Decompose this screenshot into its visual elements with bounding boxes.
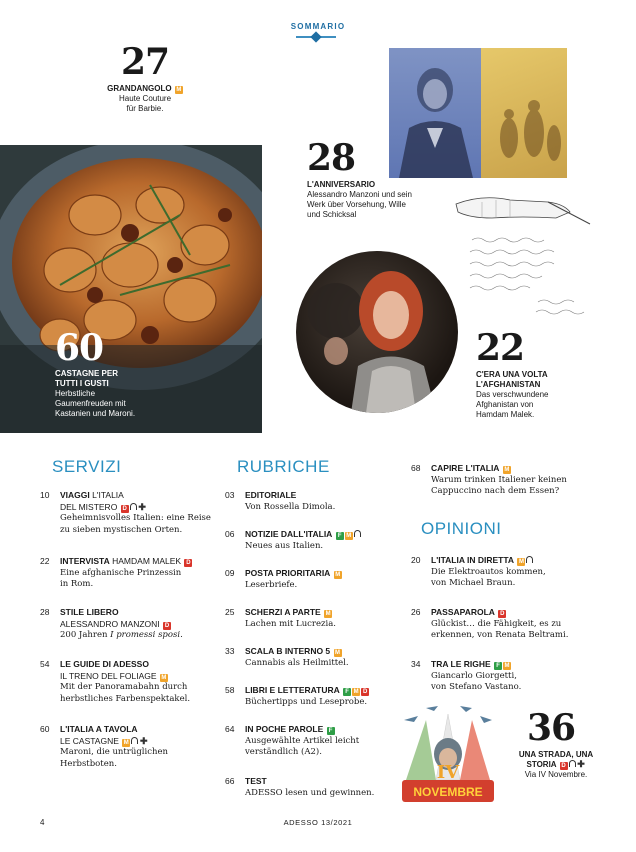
toc-entry-desc: Glückist… die Fähigkeit, es zu (431, 618, 562, 629)
section-title-servizi: SERVIZI (52, 457, 122, 476)
toc-entry-title: NOTIZIE DALL'ITALIA (245, 529, 333, 539)
toc-page-number: 58 (225, 685, 235, 695)
toc-entry-title: SCHERZI A PARTE (245, 607, 321, 617)
header-divider-ornament (310, 31, 321, 42)
section-title-rubriche: RUBRICHE (237, 457, 330, 476)
toc-entry-subtitle: LE CASTAGNE (60, 735, 119, 746)
medium-level-badge: M (353, 689, 359, 695)
feature-27[interactable] (90, 41, 200, 114)
feature-title-line: STORIA D ✚ (526, 759, 585, 769)
toc-entry-title: EDITORIALE (245, 490, 297, 500)
illustration-banner-text: NOVEMBRE (413, 785, 483, 799)
medium-level-badge: M (325, 611, 331, 617)
toc-entry-desc: Neues aus Italien. (245, 540, 324, 551)
toc-entry-title: LE GUIDE DI ADESSO (60, 659, 149, 669)
toc-entry-title: VIAGGI (60, 490, 90, 500)
feature-page-number: 22 (476, 327, 525, 369)
toc-entry-desc: Lachen mit Lucrezia. (245, 618, 336, 629)
toc-page-number: 22 (40, 556, 50, 566)
toc-entry-desc: Cappuccino nach dem Essen? (431, 486, 560, 496)
feature-title: GRANDANGOLO M (107, 84, 182, 93)
toc-entry-desc: Ausgewählte Artikel leicht (245, 735, 360, 746)
plus-icon: ✚ (139, 735, 148, 746)
toc-entry-desc: Mit der Panoramabahn durch (60, 682, 188, 692)
feature-desc-line: Hamdam Malek. (476, 410, 535, 419)
difficult-level-badge: D (186, 560, 191, 566)
toc-page-number: 20 (411, 555, 421, 565)
feature-desc-line: Werk über Vorsehung, Wille (307, 200, 407, 209)
medium-level-badge: M (161, 674, 167, 681)
toc-entry-subtitle: IL TRENO DEL FOLIAGE (60, 670, 157, 681)
feature-36[interactable] (496, 707, 616, 780)
toc-entry-desc: Geheimnisvolles Italien: eine Reise (60, 513, 211, 523)
toc-page-number: 03 (225, 490, 235, 500)
toc-page-number: 60 (40, 724, 50, 734)
feature-desc-line: und Schicksal (307, 210, 357, 219)
toc-page-number: 09 (225, 568, 235, 578)
audio-icon (354, 530, 361, 537)
page-header-title: SOMMARIO (290, 22, 346, 31)
toc-page-number: 34 (411, 659, 421, 669)
feature-desc-line: Afghanistan von (476, 400, 534, 409)
toc-page-number: 10 (40, 490, 50, 500)
medium-level-badge: M (504, 467, 510, 473)
footer-magazine-issue: ADESSO 13/2021 (283, 818, 353, 827)
medium-level-badge: M (176, 87, 182, 93)
toc-entry-title: TRA LE RIGHE (431, 659, 491, 669)
audio-icon (526, 556, 533, 563)
toc-entry-title: PASSAPAROLA (431, 607, 495, 617)
medium-level-badge: M (518, 559, 524, 565)
easy-level-badge: F (494, 662, 502, 670)
toc-entry-desc: herbstliches Farbenspektakel. (60, 693, 191, 704)
easy-level-badge: F (336, 532, 344, 540)
difficult-level-badge: D (362, 689, 368, 695)
toc-entry-title: SCALA B INTERNO 5 (245, 646, 331, 656)
feature-title-line: UNA STRADA, UNA (518, 750, 594, 759)
difficult-level-badge: D (500, 611, 505, 617)
feature-desc-line: Haute Couture (118, 94, 172, 103)
toc-page-number: 66 (225, 776, 235, 786)
toc-entry-desc: Die Elektroautos kommen, (431, 566, 546, 577)
feature-desc-line: Herbstliche (55, 389, 96, 398)
feature-desc-line: Via IV Novembre. (524, 770, 588, 779)
toc-page-number: 25 (225, 607, 235, 617)
audio-icon (131, 737, 138, 744)
medium-level-badge: M (335, 572, 341, 578)
toc-entry-desc: Warum trinken Italiener keinen (431, 474, 567, 485)
feature-desc-line: Gaumenfreuden mit (55, 399, 126, 408)
easy-level-badge: F (343, 688, 351, 696)
iv-novembre-illustration (396, 700, 500, 810)
medium-level-badge: M (504, 663, 510, 669)
medium-level-badge: M (346, 533, 352, 539)
toc-entry-desc: 200 Jahren I promessi sposi. (60, 630, 183, 640)
audio-icon (130, 503, 137, 510)
toc-entry-desc: Büchertipps und Leseprobe. (245, 696, 368, 707)
toc-entry-desc: Giancarlo Giorgetti, (431, 670, 517, 681)
hamdam-malek-photo (296, 251, 458, 413)
feature-page-number: 27 (120, 41, 170, 83)
toc-entry-title: CAPIRE L'ITALIA (431, 463, 500, 473)
plus-icon: ✚ (577, 759, 585, 769)
toc-entry-subtitle: HAMDAM MALEK (112, 556, 182, 566)
difficult-level-badge: D (561, 763, 566, 769)
toc-page-number: 68 (411, 463, 421, 473)
feature-desc-line: für Barbie. (126, 104, 164, 113)
toc-entry-subtitle: DEL MISTERO (60, 501, 118, 512)
toc-entry-title: LIBRI E LETTERATURA (245, 685, 340, 695)
toc-entry-title: TEST (245, 776, 267, 786)
toc-entry-title: L'ITALIA IN DIRETTA (431, 555, 515, 565)
toc-entry-subtitle: ALESSANDRO MANZONI (60, 618, 160, 629)
toc-entry-desc: Cannabis als Heilmittel. (245, 657, 349, 668)
toc-entry-title: POSTA PRIORITARIA (245, 568, 331, 578)
feature-title: L'ANNIVERSARIO (307, 180, 376, 189)
plus-icon: ✚ (138, 501, 146, 512)
toc-entry-desc: ADESSO lesen und gewinnen. (245, 787, 375, 798)
feature-desc-line: Alessandro Manzoni und sein (307, 190, 412, 199)
feature-title-line: TUTTI I GUSTI (55, 379, 109, 388)
easy-level-badge: F (327, 727, 335, 735)
toc-entry-desc: Von Rossella Dimola. (245, 501, 336, 512)
toc-entry-desc: Leserbriefe. (245, 579, 298, 590)
toc-page-number: 06 (225, 529, 235, 539)
feature-desc-line: Kastanien und Maroni. (55, 409, 136, 418)
toc-entry-desc: verständlich (A2). (245, 747, 322, 757)
illustration-roman-numeral: IV (436, 762, 460, 783)
toc-entry-title: STILE LIBERO (60, 607, 119, 617)
feature-60[interactable] (55, 327, 195, 419)
toc-page-number: 26 (411, 607, 421, 617)
footer-page-number: 4 (40, 818, 45, 827)
toc-entry-subtitle: L'ITALIA (92, 490, 124, 500)
feature-page-number: 60 (55, 327, 104, 369)
audio-icon (569, 760, 576, 767)
toc-entry-desc: von Stefano Vastano. (431, 682, 522, 692)
feature-22[interactable] (476, 327, 596, 420)
toc-page-number: 64 (225, 724, 235, 734)
section-title-opinioni: OPINIONI (421, 519, 502, 538)
medium-level-badge: M (335, 650, 341, 656)
feature-title-line: L'AFGHANISTAN (476, 380, 541, 389)
toc-entry-desc: zu sieben mystischen Orten. (60, 524, 183, 535)
handwriting-sketch-image (452, 182, 602, 322)
toc-page-number: 33 (225, 646, 235, 656)
feature-28[interactable] (307, 137, 447, 220)
toc-entry-desc: Herbstboten. (60, 758, 117, 769)
toc-entry-title: IN POCHE PAROLE (245, 724, 324, 734)
toc-entry-desc: Maroni, die untrüglichen (60, 747, 168, 757)
medium-level-badge: M (123, 739, 129, 746)
feature-title-line: C'ERA UNA VOLTA (476, 370, 548, 379)
toc-entry-title: INTERVISTA (60, 556, 110, 566)
toc-entry-desc: erkennen, von Renata Beltrami. (431, 630, 569, 640)
toc-page-number: 54 (40, 659, 50, 669)
toc-entry-desc: von Michael Braun. (431, 578, 516, 588)
difficult-level-badge: D (122, 505, 127, 512)
feature-title-line: CASTAGNE PER (55, 369, 118, 378)
feature-page-number: 36 (526, 707, 576, 749)
feature-desc-line: Das verschwundene (476, 390, 549, 399)
difficult-level-badge: D (164, 622, 170, 629)
toc-entry-title: L'ITALIA A TAVOLA (60, 724, 138, 734)
feature-page-number: 28 (307, 137, 356, 179)
toc-entry-desc: Eine afghanische Prinzessin (60, 567, 182, 578)
toc-entry-desc: in Rom. (60, 579, 94, 589)
toc-page-number: 28 (40, 607, 50, 617)
